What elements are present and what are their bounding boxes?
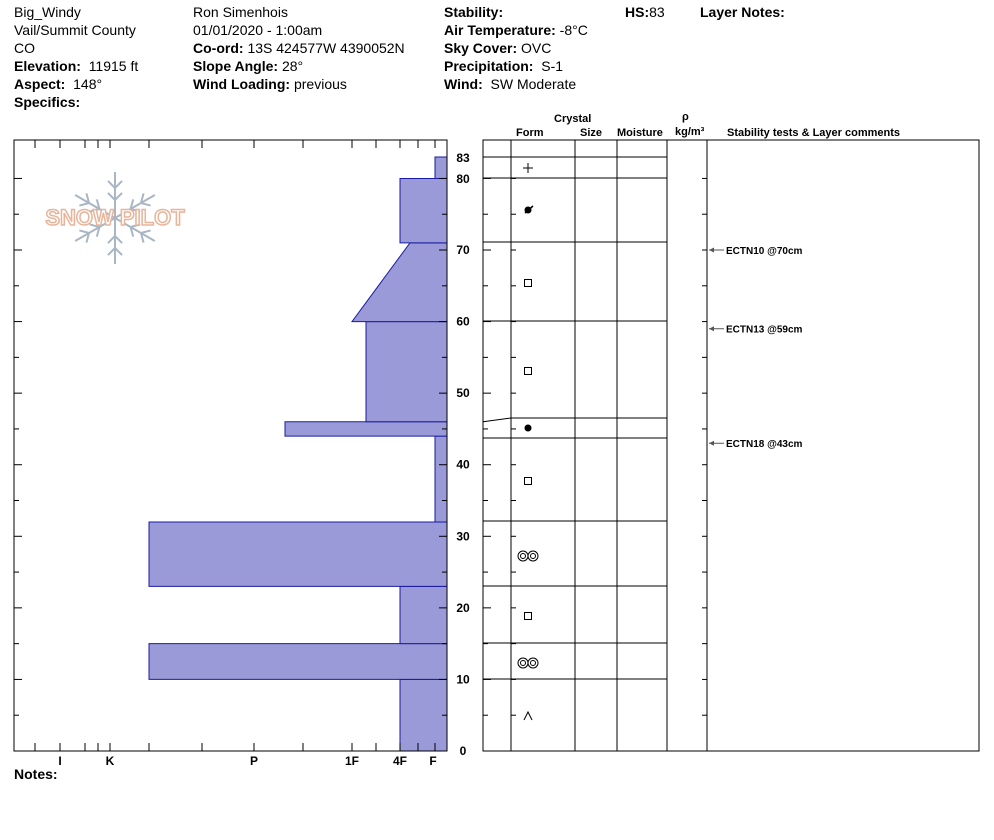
snowpilot-logo xyxy=(45,172,185,264)
depth-axis-label: 60 xyxy=(456,314,470,329)
snowflake-branch xyxy=(115,248,122,255)
hs-label: HS: xyxy=(625,4,650,20)
ring-outer xyxy=(528,658,538,668)
grain-form-new-snow-icon xyxy=(523,163,533,173)
snowflake-branch xyxy=(108,236,115,243)
square xyxy=(525,368,532,375)
windload-value: previous xyxy=(293,76,347,92)
square xyxy=(525,613,532,620)
notes-label: Notes: xyxy=(14,766,58,782)
hardness-layer xyxy=(400,178,447,242)
stability-test-label: ECTN18 @43cm xyxy=(726,439,803,451)
hs-value: 83 xyxy=(649,4,665,20)
grain-form-decomposing-icon xyxy=(525,206,534,214)
depth-axis-label: 0 xyxy=(459,744,467,758)
moisture-header: Moisture xyxy=(617,127,663,139)
grain-form-depth-hoar-icon xyxy=(524,712,532,720)
grain-form-melt-freeze-icon xyxy=(518,658,538,668)
hardness-layer xyxy=(149,644,447,680)
snowflake-branch xyxy=(108,193,115,200)
depth-axis-label: 40 xyxy=(456,457,470,472)
square xyxy=(525,478,532,485)
depth-axis-label: 50 xyxy=(456,386,470,401)
coord-value: 13S 424577W 4390052N xyxy=(247,40,405,56)
layer-boundary-connector xyxy=(483,418,511,422)
airtemp-value: -8°C xyxy=(559,22,588,38)
test-arrow-head xyxy=(709,248,714,253)
depth-axis-label: 20 xyxy=(456,600,470,615)
test-arrow-head xyxy=(709,326,714,331)
hardness-axis-label: F xyxy=(429,754,437,768)
test-arrow-head xyxy=(709,441,714,446)
hardness-layer xyxy=(366,322,447,422)
grain-form-faceted-icon xyxy=(525,478,532,485)
hardness-axis-label: 4F xyxy=(392,754,408,768)
stability-test-label: ECTN13 @59cm xyxy=(726,324,803,336)
observation-datetime: 01/01/2020 - 1:00am xyxy=(193,22,323,38)
windload-label: Wind Loading: xyxy=(193,76,291,92)
grain-form-faceted-icon xyxy=(525,280,532,287)
logo-text: SNOW PILOT xyxy=(45,205,185,230)
ring-inner xyxy=(521,661,526,666)
stability-test-label: ECTN10 @70cm xyxy=(726,246,803,258)
dot xyxy=(525,425,532,432)
crystal-header: Crystal xyxy=(554,113,592,125)
depth-axis-label: 70 xyxy=(456,243,470,258)
range-name: Vail/Summit County xyxy=(14,22,136,38)
sky-value: OVC xyxy=(521,40,552,56)
square xyxy=(525,280,532,287)
snowflake-branch xyxy=(79,230,89,233)
depth-axis-label: 30 xyxy=(456,529,470,544)
grain-form-ice-icon xyxy=(525,425,532,432)
caret xyxy=(524,712,532,720)
stability-label: Stability: xyxy=(444,4,504,20)
snowflake-branch xyxy=(115,193,122,200)
grain-form-faceted-icon xyxy=(525,368,532,375)
ring-outer xyxy=(518,658,528,668)
snowflake-branch xyxy=(141,230,151,233)
size-header: Size xyxy=(580,127,603,139)
hardness-layer xyxy=(400,586,447,643)
aspect-value: 148° xyxy=(73,76,103,92)
snowflake-branch xyxy=(108,181,115,188)
elevation-label: Elevation: xyxy=(14,58,81,74)
observer-name: Ron Simenhois xyxy=(193,4,288,20)
hardness-axis-label: I xyxy=(58,754,62,768)
hardness-axis-label: P xyxy=(249,754,259,768)
ring-outer xyxy=(528,551,538,561)
density-unit-header: kg/m³ xyxy=(675,126,705,138)
slope-value: 28° xyxy=(281,58,304,74)
hardness-layer xyxy=(435,436,447,522)
form-header: Form xyxy=(516,127,544,139)
location-name: Big_Windy xyxy=(14,4,81,20)
rho-header: ρ xyxy=(682,111,689,123)
snowflake-branch xyxy=(115,236,122,243)
grain-form-faceted-icon xyxy=(525,613,532,620)
wind-value: SW Moderate xyxy=(490,76,577,92)
hardness-layer xyxy=(435,157,447,178)
slope-label: Slope Angle: xyxy=(193,58,279,74)
elevation-value: 11915 ft xyxy=(88,58,139,74)
layer-notes-label: Layer Notes: xyxy=(700,4,785,20)
grain-form-melt-freeze-icon xyxy=(518,551,538,561)
hardness-layer xyxy=(149,522,447,586)
hardness-layer xyxy=(400,679,447,751)
stability-header: Stability tests & Layer comments xyxy=(727,127,901,139)
sky-label: Sky Cover: xyxy=(444,40,518,56)
aspect-label: Aspect: xyxy=(14,76,66,92)
state-name: CO xyxy=(14,40,35,56)
airtemp-label: Air Temperature: xyxy=(444,22,556,38)
snowflake-branch xyxy=(108,248,115,255)
specifics-label: Specifics: xyxy=(14,94,81,110)
coord-label: Co-ord: xyxy=(193,40,244,56)
hardness-layer xyxy=(285,422,447,436)
ring-outer xyxy=(518,551,528,561)
depth-axis-label: 10 xyxy=(456,672,470,687)
ring-inner xyxy=(531,554,536,559)
ring-inner xyxy=(531,661,536,666)
hardness-axis-label: 1F xyxy=(344,754,360,768)
hardness-axis-label: K xyxy=(105,754,115,768)
depth-axis-label: 83 xyxy=(456,151,470,165)
wind-label: Wind: xyxy=(444,76,483,92)
hardness-layer xyxy=(352,243,447,322)
snowflake-branch xyxy=(115,181,122,188)
precip-value: S-1 xyxy=(541,58,564,74)
depth-axis-label: 80 xyxy=(456,172,470,186)
ring-inner xyxy=(521,554,526,559)
precip-label: Precipitation: xyxy=(444,58,534,74)
